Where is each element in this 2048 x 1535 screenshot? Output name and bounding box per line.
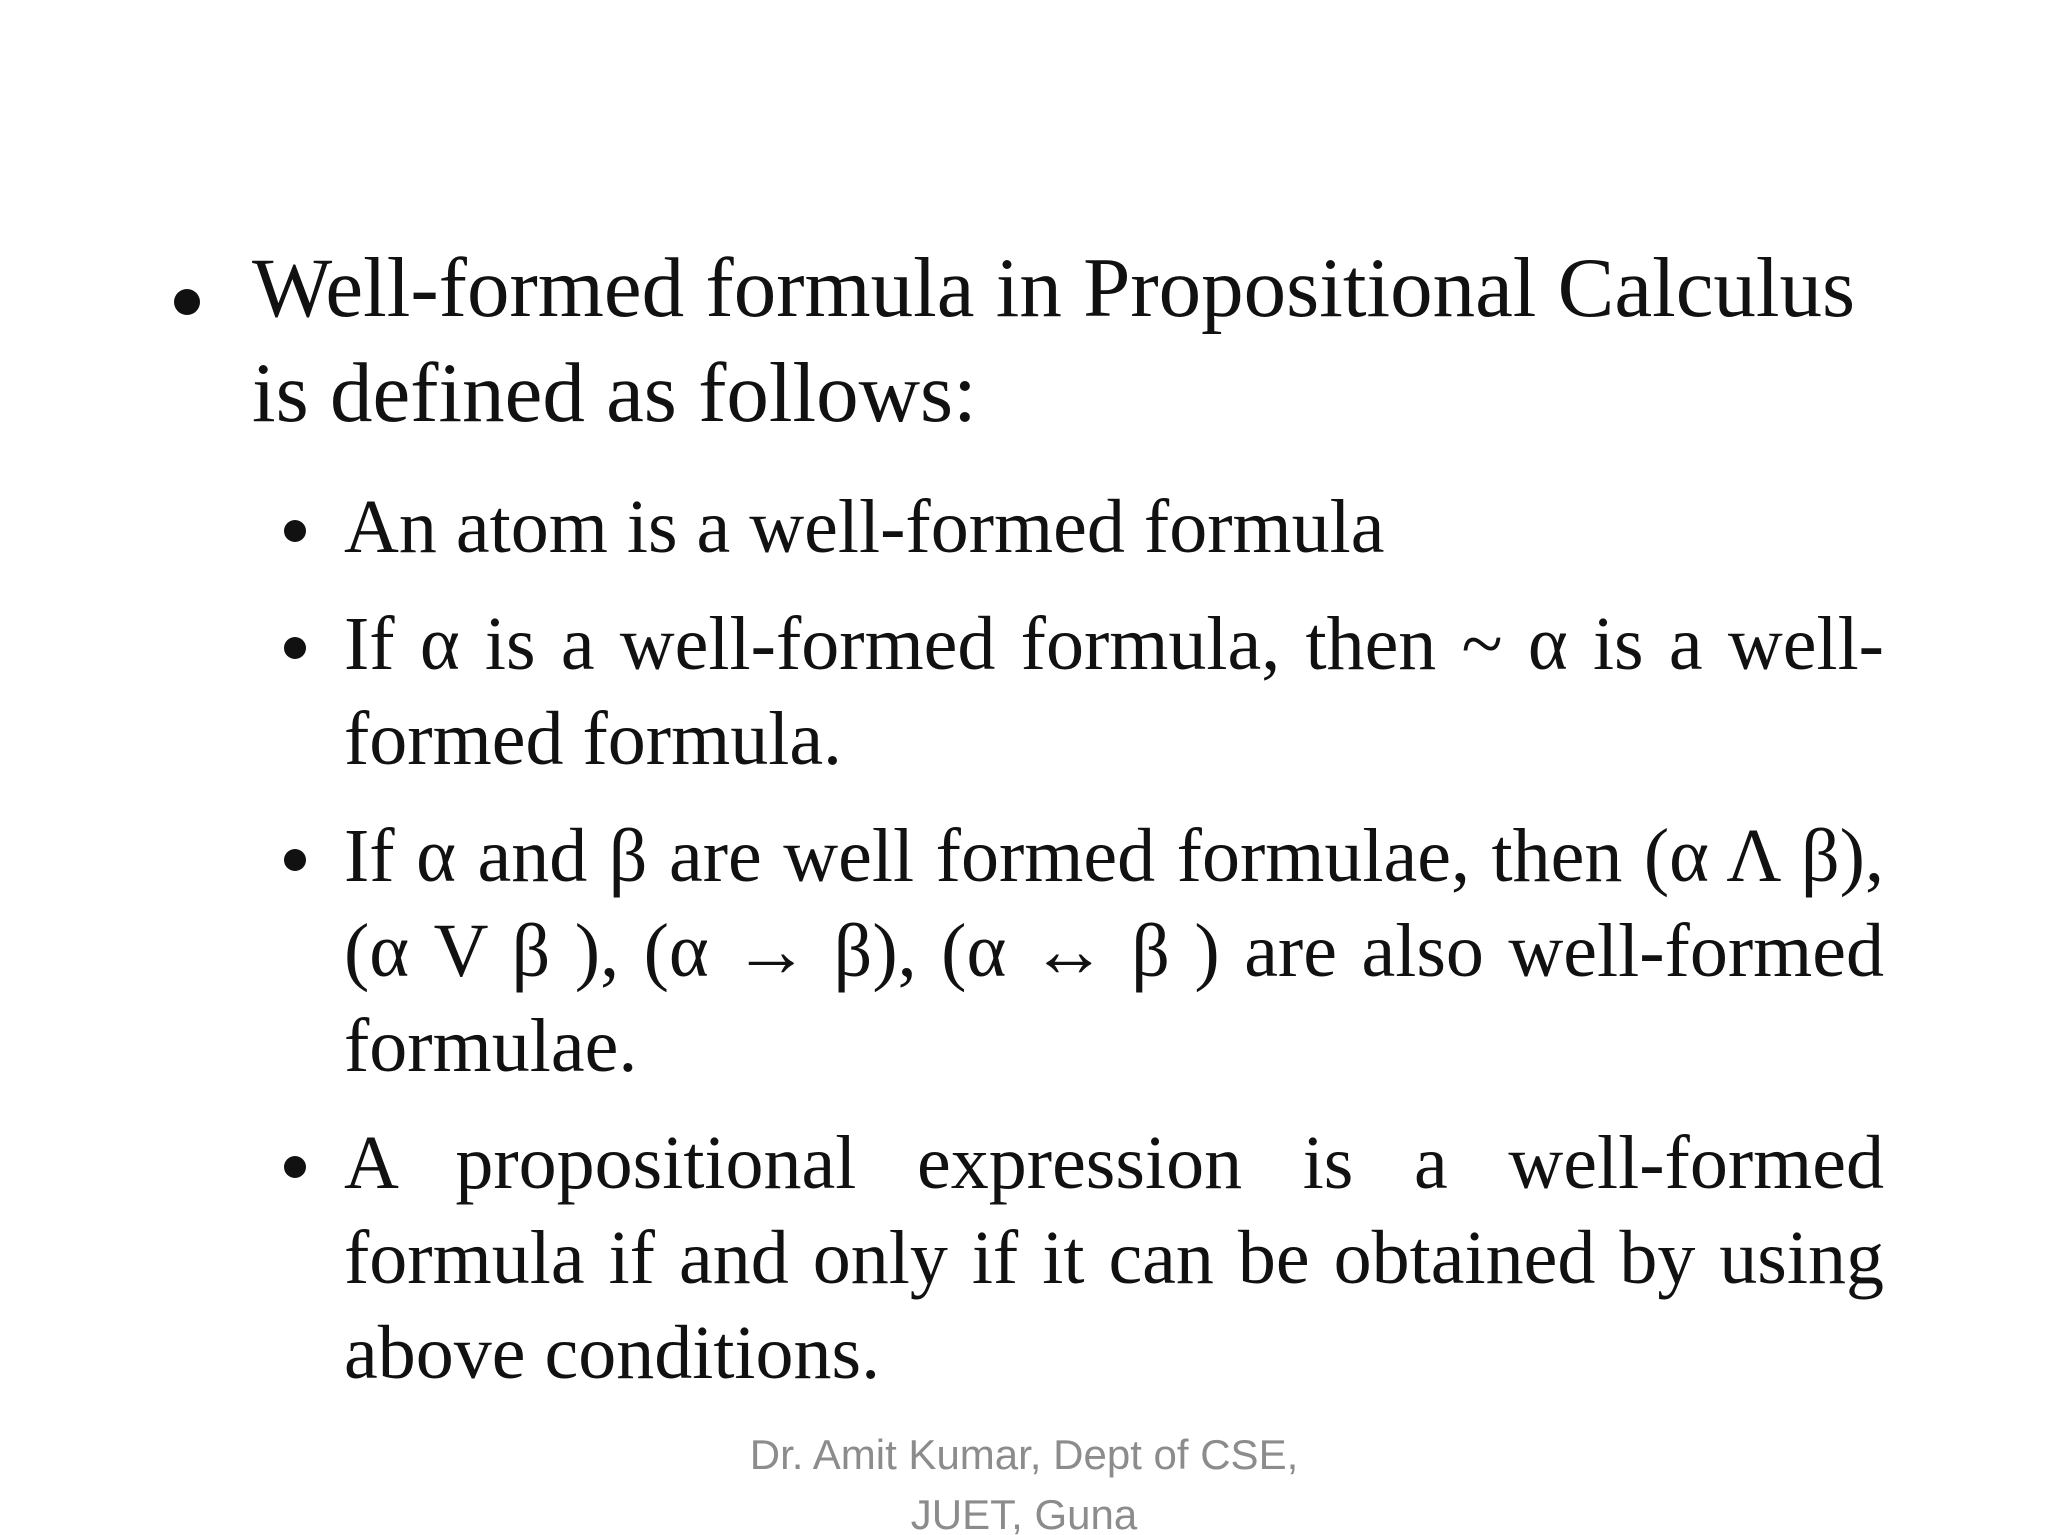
sub-bullet-1 bbox=[284, 480, 1884, 575]
sub-bullet-text: An atom is a well-formed formula bbox=[344, 485, 1385, 569]
main-bullet bbox=[174, 236, 1884, 446]
slide-footer bbox=[0, 1425, 2048, 1535]
sub-bullet-2 bbox=[284, 597, 1884, 787]
sub-bullet-text: If α is a well-formed formula, then ~ α is a well-formed formula. bbox=[344, 602, 1884, 781]
slide-content bbox=[174, 236, 1884, 1423]
sub-bullet-3 bbox=[284, 809, 1884, 1094]
footer-institute-line: JUET, Guna bbox=[910, 1491, 1138, 1535]
bullet-dot-icon bbox=[284, 1156, 306, 1178]
main-bullet-text: Well-formed formula in Propositional Calculus is defined as follows: bbox=[252, 241, 1856, 440]
sub-bullet-list bbox=[174, 480, 1884, 1401]
sub-bullet-4 bbox=[284, 1116, 1884, 1401]
bullet-dot-icon bbox=[174, 289, 200, 315]
bullet-dot-icon bbox=[284, 849, 306, 871]
sub-bullet-text: If α and β are well formed formulae, then (α Λ β), (α V β ), (α → β), (α ↔ β ) are also well-formed formulae. bbox=[344, 814, 1884, 1088]
footer-author-line: Dr. Amit Kumar, Dept of CSE, bbox=[749, 1431, 1299, 1478]
bullet-dot-icon bbox=[284, 637, 306, 659]
sub-bullet-text: A propositional expression is a well-formed formula if and only if it can be obtained by using above conditions. bbox=[344, 1121, 1884, 1395]
bullet-dot-icon bbox=[284, 520, 306, 542]
